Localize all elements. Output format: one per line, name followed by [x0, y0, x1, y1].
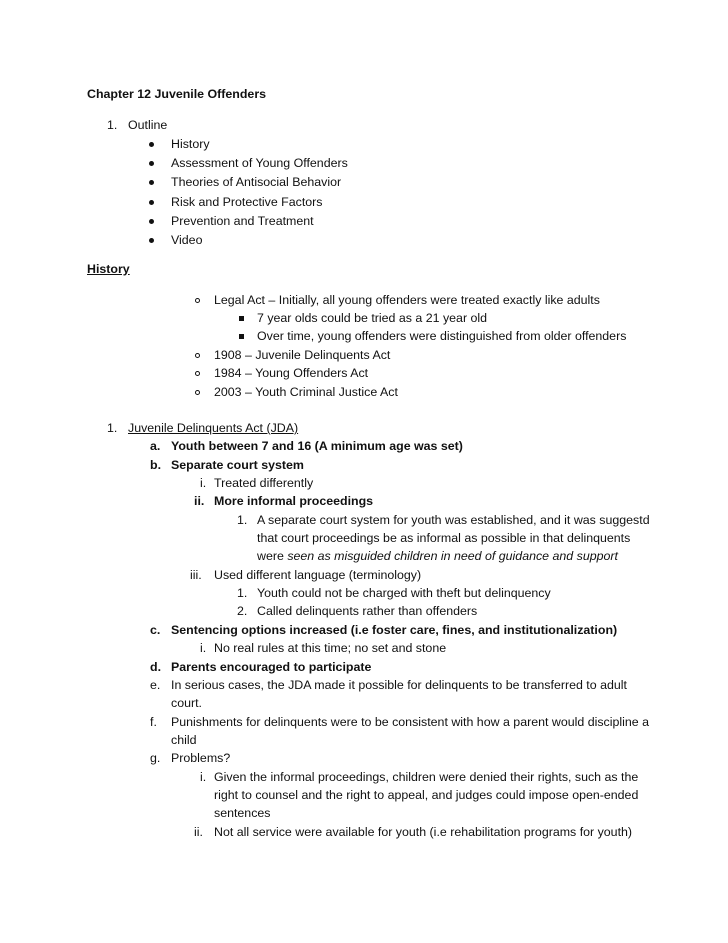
item-marker: a. — [150, 439, 161, 453]
item-marker: 2. — [237, 604, 248, 618]
bullet-icon — [149, 193, 154, 211]
item-marker: i. — [200, 770, 207, 784]
bullet-icon — [149, 212, 154, 230]
item-marker: 1. — [237, 586, 248, 600]
jda-item-f-line2: child — [171, 733, 197, 747]
jda-item-f-line1: Punishments for delinquents were to be consistent with how a parent would discipline a — [171, 715, 650, 729]
jda-item-b-ii-1-line2: that court proceedings be as informal as possible in that delinquents — [257, 531, 631, 545]
item-marker: c. — [150, 623, 161, 637]
jda-item-e-line2: court. — [171, 696, 202, 710]
bullet-icon — [149, 231, 154, 249]
item-marker: f. — [150, 715, 157, 729]
jda-item-d: Parents encouraged to participate — [171, 660, 372, 674]
jda-item-b: Separate court system — [171, 458, 304, 472]
outline-item: Risk and Protective Factors — [171, 195, 323, 209]
item-marker: iii. — [190, 568, 202, 582]
jda-item-c: Sentencing options increased (i.e foster care, fines, and institutionalization) — [171, 623, 618, 637]
history-sub-item: Over time, young offenders were distinguished from older offenders — [257, 329, 627, 343]
jda-item-g-ii: Not all service were available for youth (i.e rehabilitation programs for youth) — [214, 825, 633, 839]
jda-item-e-line1: In serious cases, the JDA made it possible for delinquents to be transferred to adult — [171, 678, 627, 692]
item-marker: ii. — [194, 825, 203, 839]
history-2003-item: 2003 – Youth Criminal Justice Act — [214, 385, 398, 399]
jda-item-b-i: Treated differently — [214, 476, 314, 490]
bullet-icon — [149, 173, 154, 191]
history-1984-item: 1984 – Young Offenders Act — [214, 366, 369, 380]
jda-item-b-ii-1-line3 — [257, 547, 618, 565]
history-sub-item: 7 year olds could be tried as a 21 year old — [257, 311, 488, 325]
jda-item-b-iii-2: Called delinquents rather than offenders — [257, 604, 478, 618]
jda-item-g-i-line1: Given the informal proceedings, children were denied their rights, such as the — [214, 770, 639, 784]
item-marker: 1. — [237, 513, 248, 527]
history-1908-item: 1908 – Juvenile Delinquents Act — [214, 348, 391, 362]
square-bullet-icon — [239, 309, 244, 327]
bullet-icon — [149, 135, 154, 153]
circle-bullet-icon — [195, 364, 200, 382]
outline-item: Video — [171, 233, 203, 247]
jda-item-b-iii: Used different language (terminology) — [214, 568, 422, 582]
legal-act-item: Legal Act – Initially, all young offenders were treated exactly like adults — [214, 293, 600, 307]
item-marker: i. — [200, 476, 207, 490]
outline-item: Theories of Antisocial Behavior — [171, 175, 342, 189]
line3-italic: seen as misguided children in need of guidance and support — [287, 549, 618, 563]
jda-number: 1. — [107, 421, 118, 435]
outline-label: Outline — [128, 118, 168, 132]
item-marker: ii. — [194, 494, 205, 508]
item-marker: i. — [200, 641, 207, 655]
circle-bullet-icon — [195, 346, 200, 364]
jda-item-g: Problems? — [171, 751, 231, 765]
square-bullet-icon — [239, 327, 244, 345]
item-marker: b. — [150, 458, 162, 472]
item-marker: e. — [150, 678, 161, 692]
jda-item-b-ii: More informal proceedings — [214, 494, 374, 508]
jda-item-c-i: No real rules at this time; no set and stone — [214, 641, 447, 655]
item-marker: d. — [150, 660, 162, 674]
jda-item-b-iii-1: Youth could not be charged with theft but delinquency — [257, 586, 551, 600]
outline-item: History — [171, 137, 210, 151]
jda-item-a: Youth between 7 and 16 (A minimum age was set) — [171, 439, 463, 453]
jda-item-b-ii-1-line1: A separate court system for youth was established, and it was suggestd — [257, 513, 650, 527]
bullet-icon — [149, 154, 154, 172]
circle-bullet-icon — [195, 291, 200, 309]
line3-lead: were — [257, 549, 288, 563]
outline-number: 1. — [107, 118, 118, 132]
jda-item-g-i-line3: sentences — [214, 806, 271, 820]
circle-bullet-icon — [195, 383, 200, 401]
chapter-title: Chapter 12 Juvenile Offenders — [87, 87, 267, 101]
outline-item: Assessment of Young Offenders — [171, 156, 348, 170]
outline-item: Prevention and Treatment — [171, 214, 314, 228]
jda-item-g-i-line2: right to counsel and the right to appeal, and judges could impose open-ended — [214, 788, 639, 802]
jda-title: Juvenile Delinquents Act (JDA) — [128, 421, 299, 435]
history-heading: History — [87, 262, 130, 276]
item-marker: g. — [150, 751, 161, 765]
